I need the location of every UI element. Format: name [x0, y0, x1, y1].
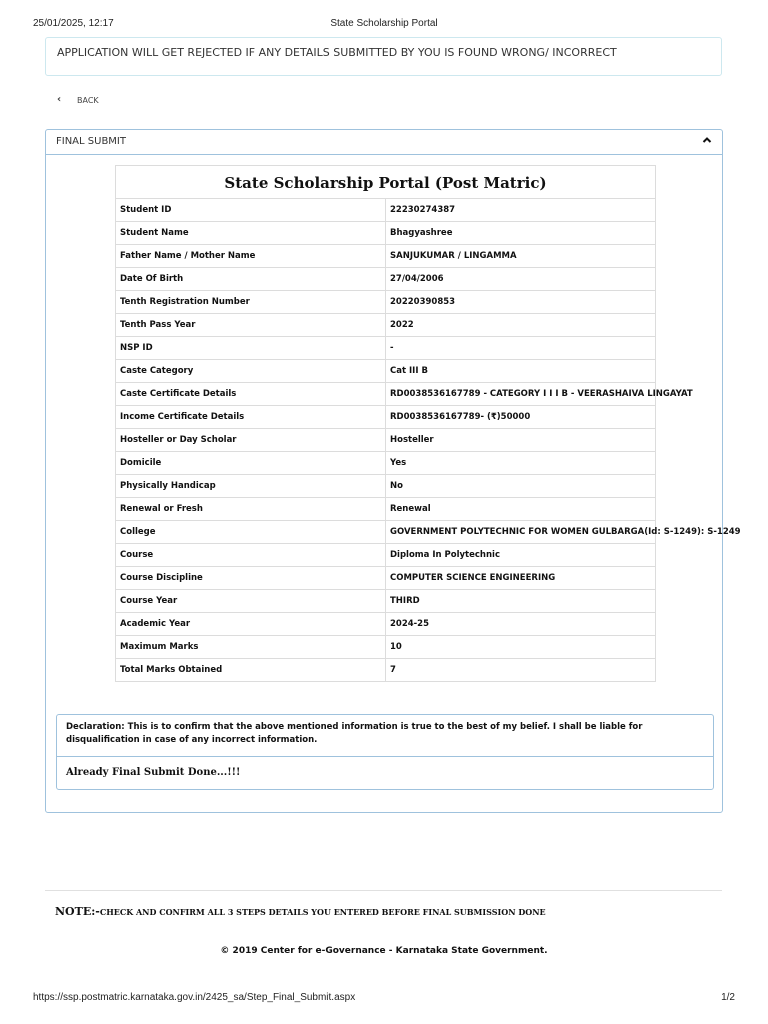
- field-value: Bhagyashree: [386, 222, 656, 245]
- footer-divider: [45, 890, 722, 891]
- table-row: [116, 245, 656, 268]
- table-caption-row: [116, 166, 656, 199]
- submit-status: Already Final Submit Done...!!!: [66, 767, 241, 778]
- page-url: https://ssp.postmatric.karnataka.gov.in/2425_sa/Step_Final_Submit.aspx: [33, 992, 356, 1003]
- table-row: [116, 613, 656, 636]
- table-row: [116, 659, 656, 682]
- field-label: Domicile: [116, 452, 386, 475]
- field-value: -: [386, 337, 656, 360]
- field-label: Course Discipline: [116, 567, 386, 590]
- table-row: [116, 498, 656, 521]
- rejection-warning-alert: [45, 37, 722, 76]
- field-label: Maximum Marks: [116, 636, 386, 659]
- panel-header[interactable]: [46, 130, 722, 155]
- field-value: Yes: [386, 452, 656, 475]
- field-value: 7: [386, 659, 656, 682]
- chevron-up-icon[interactable]: [702, 134, 712, 146]
- field-value: GOVERNMENT POLYTECHNIC FOR WOMEN GULBARGA(Id: S-1249): S-1249: [386, 521, 656, 544]
- field-label: College: [116, 521, 386, 544]
- table-row: [116, 544, 656, 567]
- table-row: [116, 337, 656, 360]
- final-submit-panel: [45, 129, 741, 813]
- table-row: [116, 268, 656, 291]
- note-label: NOTE:-: [55, 905, 100, 918]
- table-row: [116, 222, 656, 245]
- table-row: [116, 590, 656, 613]
- panel-title: FINAL SUBMIT: [56, 136, 126, 147]
- table-row: [116, 360, 656, 383]
- field-value: RD0038536167789 - CATEGORY I I I B - VEERASHAIVA LINGAYAT: [386, 383, 656, 406]
- note-text: CHECK AND CONFIRM ALL 3 STEPS DETAILS YOU ENTERED BEFORE FINAL SUBMISSION DONE: [99, 907, 546, 917]
- field-label: Father Name / Mother Name: [116, 245, 386, 268]
- field-label: Hosteller or Day Scholar: [116, 429, 386, 452]
- field-value: 10: [386, 636, 656, 659]
- page-number: 1/2: [721, 992, 735, 1003]
- field-value: 2022: [386, 314, 656, 337]
- chevron-left-icon: ‹: [57, 94, 62, 105]
- field-label: Student ID: [116, 199, 386, 222]
- field-label: Physically Handicap: [116, 475, 386, 498]
- field-label: Total Marks Obtained: [116, 659, 386, 682]
- print-header: [33, 18, 735, 32]
- field-label: NSP ID: [116, 337, 386, 360]
- back-label: BACK: [77, 95, 99, 105]
- field-label: Date Of Birth: [116, 268, 386, 291]
- field-label: Student Name: [116, 222, 386, 245]
- field-value: Renewal: [386, 498, 656, 521]
- field-value: SANJUKUMAR / LINGAMMA: [386, 245, 656, 268]
- field-value: THIRD: [386, 590, 656, 613]
- field-value: 20220390853: [386, 291, 656, 314]
- declaration-text: Declaration: This is to confirm that the above mentioned information is true to the best of my belief. I shall be liable for disqualification in case of any incorrect information.: [57, 715, 713, 757]
- field-value: Hosteller: [386, 429, 656, 452]
- field-label: Income Certificate Details: [116, 406, 386, 429]
- alert-text: APPLICATION WILL GET REJECTED IF ANY DETAILS SUBMITTED BY YOU IS FOUND WRONG/ INCORRECT: [57, 46, 617, 59]
- field-value: COMPUTER SCIENCE ENGINEERING: [386, 567, 656, 590]
- field-value: 27/04/2006: [386, 268, 656, 291]
- table-row: [116, 521, 656, 544]
- field-value: Cat III B: [386, 360, 656, 383]
- table-row: [116, 383, 656, 406]
- field-value: RD0038536167789- (₹)50000: [386, 406, 656, 429]
- field-label: Caste Category: [116, 360, 386, 383]
- field-label: Caste Certificate Details: [116, 383, 386, 406]
- print-page-title: State Scholarship Portal: [330, 18, 438, 29]
- field-value: 22230274387: [386, 199, 656, 222]
- field-label: Tenth Pass Year: [116, 314, 386, 337]
- table-caption: State Scholarship Portal (Post Matric): [116, 166, 656, 199]
- field-value: 2024-25: [386, 613, 656, 636]
- table-row: [116, 475, 656, 498]
- note: [55, 905, 546, 918]
- field-label: Renewal or Fresh: [116, 498, 386, 521]
- back-link[interactable]: [57, 95, 99, 105]
- field-label: Tenth Registration Number: [116, 291, 386, 314]
- print-datetime: 25/01/2025, 12:17: [33, 18, 114, 29]
- table-row: [116, 567, 656, 590]
- field-value: Diploma In Polytechnic: [386, 544, 656, 567]
- print-footer: [33, 992, 735, 1006]
- field-label: Academic Year: [116, 613, 386, 636]
- table-row: [116, 314, 656, 337]
- table-row: [116, 199, 656, 222]
- student-details-table: [115, 165, 741, 682]
- field-label: Course Year: [116, 590, 386, 613]
- declaration-box: [56, 714, 714, 790]
- copyright: © 2019 Center for e-Governance - Karnataka State Government.: [220, 946, 548, 956]
- table-row: [116, 429, 656, 452]
- table-row: [116, 406, 656, 429]
- table-row: [116, 452, 656, 475]
- table-row: [116, 291, 656, 314]
- field-label: Course: [116, 544, 386, 567]
- field-value: No: [386, 475, 656, 498]
- table-row: [116, 636, 656, 659]
